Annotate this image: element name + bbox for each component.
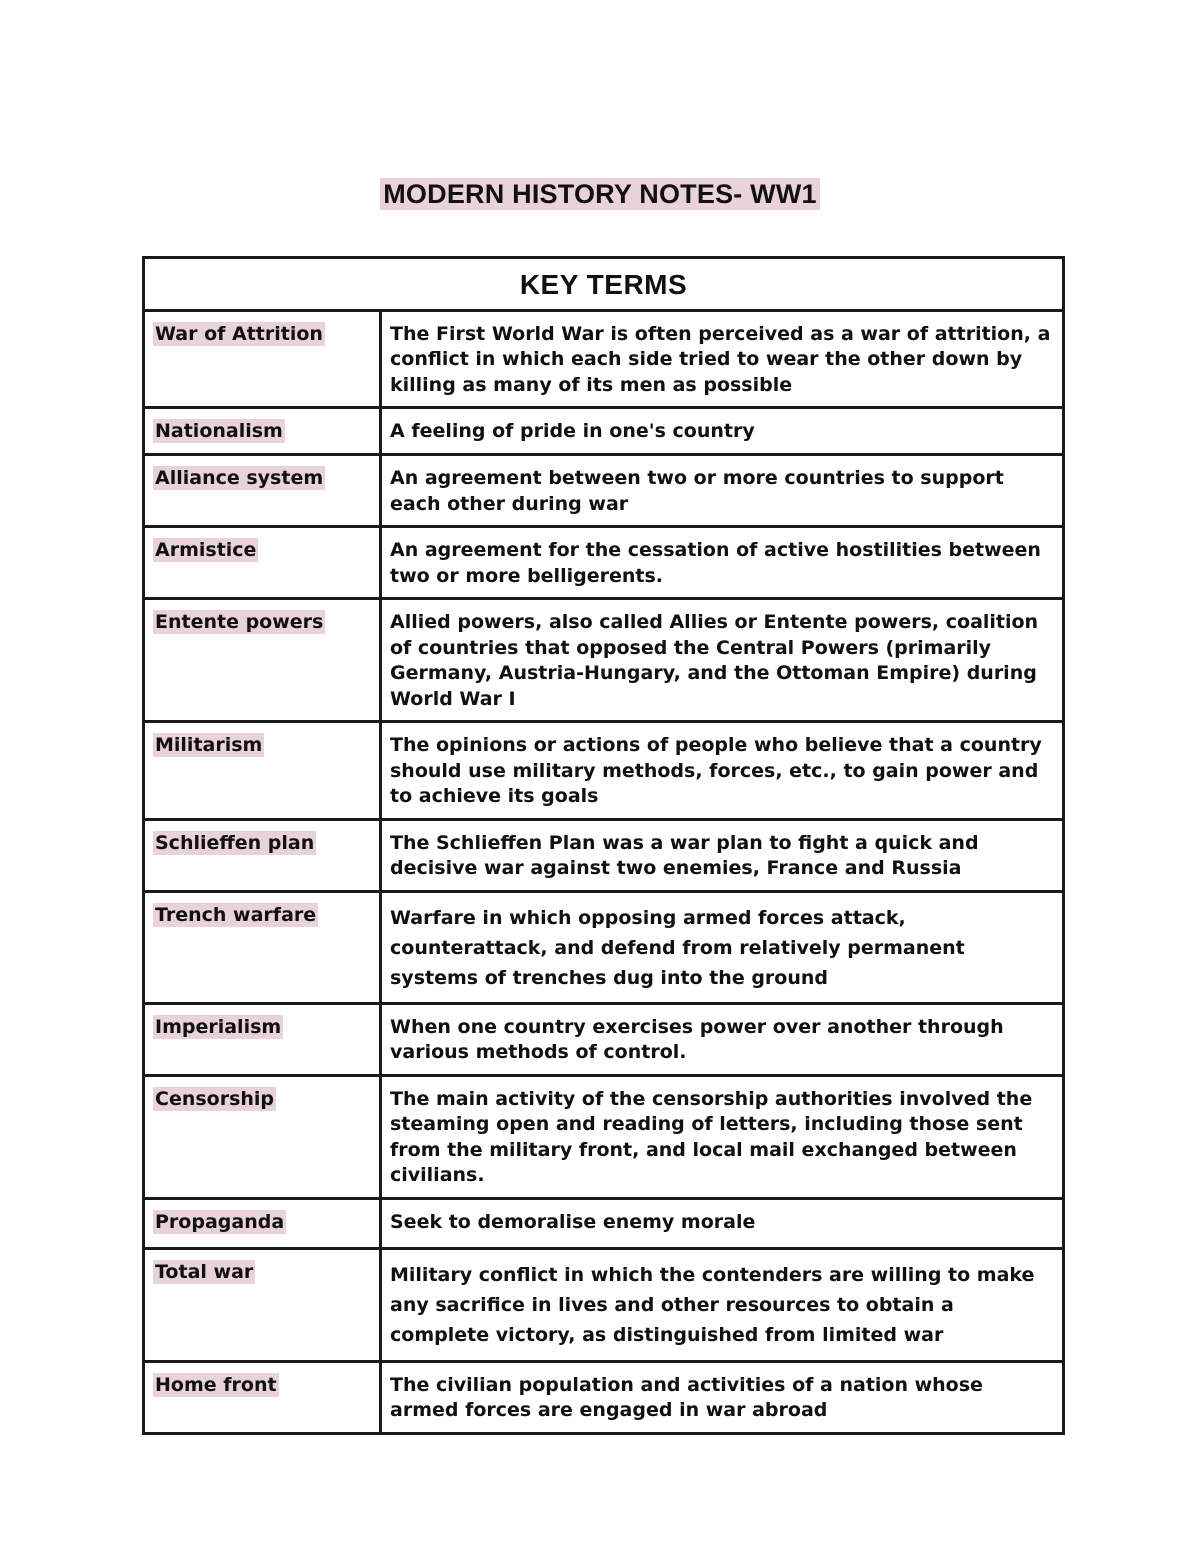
term-cell — [144, 455, 381, 527]
term-cell — [144, 891, 381, 1003]
definition-cell: The opinions or actions of people who believe that a country should use military methods, forces, etc., to gain power and to achieve its goals — [381, 722, 1064, 820]
definition-cell: An agreement for the cessation of active hostilities between two or more belligerents. — [381, 527, 1064, 599]
term-cell — [144, 722, 381, 820]
definition-cell: The Schlieffen Plan was a war plan to fight a quick and decisive war against two enemies, France and Russia — [381, 819, 1064, 891]
table-row — [144, 722, 1064, 820]
definition-cell: The First World War is often perceived as a war of attrition, a conflict in which each side tried to wear the other down by killing as many of its men as possible — [381, 310, 1064, 408]
term-label: Armistice — [155, 539, 257, 561]
table-header-row — [144, 258, 1064, 311]
term-cell — [144, 599, 381, 722]
term-label: Nationalism — [155, 420, 283, 442]
table-row — [144, 891, 1064, 1003]
table-row — [144, 527, 1064, 599]
table-row — [144, 819, 1064, 891]
table-row — [144, 1003, 1064, 1075]
page-title — [0, 176, 1200, 212]
definition-cell: A feeling of pride in one's country — [381, 408, 1064, 455]
table-row — [144, 455, 1064, 527]
definition-cell: Warfare in which opposing armed forces attack, counterattack, and defend from relatively permanent systems of trenches dug into the ground — [381, 891, 1064, 1003]
definition-cell: Military conflict in which the contenders are willing to make any sacrifice in lives and other resources to obtain a complete victory, as distinguished from limited war — [381, 1248, 1064, 1361]
key-terms-table — [142, 256, 1065, 1435]
term-cell — [144, 527, 381, 599]
term-label: War of Attrition — [155, 322, 323, 345]
definition-cell: When one country exercises power over another through various methods of control. — [381, 1003, 1064, 1075]
definition-cell: The main activity of the censorship authorities involved the steaming open and reading of letters, including those sent from the military front, and local mail exchanged between civilians. — [381, 1075, 1064, 1198]
page-title-text: MODERN HISTORY NOTES- WW1 — [380, 178, 820, 210]
table-row — [144, 1248, 1064, 1361]
term-label: Trench warfare — [155, 903, 317, 926]
term-label: Propaganda — [155, 1210, 285, 1233]
term-cell — [144, 1361, 381, 1433]
table-row — [144, 1361, 1064, 1433]
term-cell — [144, 408, 381, 455]
term-label: Total war — [155, 1260, 254, 1283]
term-cell — [144, 1075, 381, 1198]
table-row — [144, 1198, 1064, 1248]
table-row — [144, 310, 1064, 408]
table-row — [144, 408, 1064, 455]
term-cell — [144, 310, 381, 408]
term-cell — [144, 1248, 381, 1361]
term-label: Censorship — [155, 1087, 275, 1110]
term-label: Alliance system — [155, 467, 324, 489]
term-label: Schlieffen plan — [155, 831, 315, 854]
term-cell — [144, 819, 381, 891]
table-row — [144, 599, 1064, 722]
term-cell — [144, 1198, 381, 1248]
term-label: Home front — [155, 1373, 277, 1396]
definition-cell: The civilian population and activities of a nation whose armed forces are engaged in war abroad — [381, 1361, 1064, 1433]
term-cell — [144, 1003, 381, 1075]
definition-cell: An agreement between two or more countries to support each other during war — [381, 455, 1064, 527]
table-header: KEY TERMS — [144, 258, 1064, 311]
definition-cell: Allied powers, also called Allies or Entente powers, coalition of countries that opposed the Central Powers (primarily Germany, Austria-Hungary, and the Ottoman Empire) during World War I — [381, 599, 1064, 722]
term-label: Imperialism — [155, 1015, 282, 1038]
term-label: Entente powers — [155, 611, 324, 633]
table-row — [144, 1075, 1064, 1198]
definition-cell: Seek to demoralise enemy morale — [381, 1198, 1064, 1248]
term-label: Militarism — [155, 734, 263, 756]
